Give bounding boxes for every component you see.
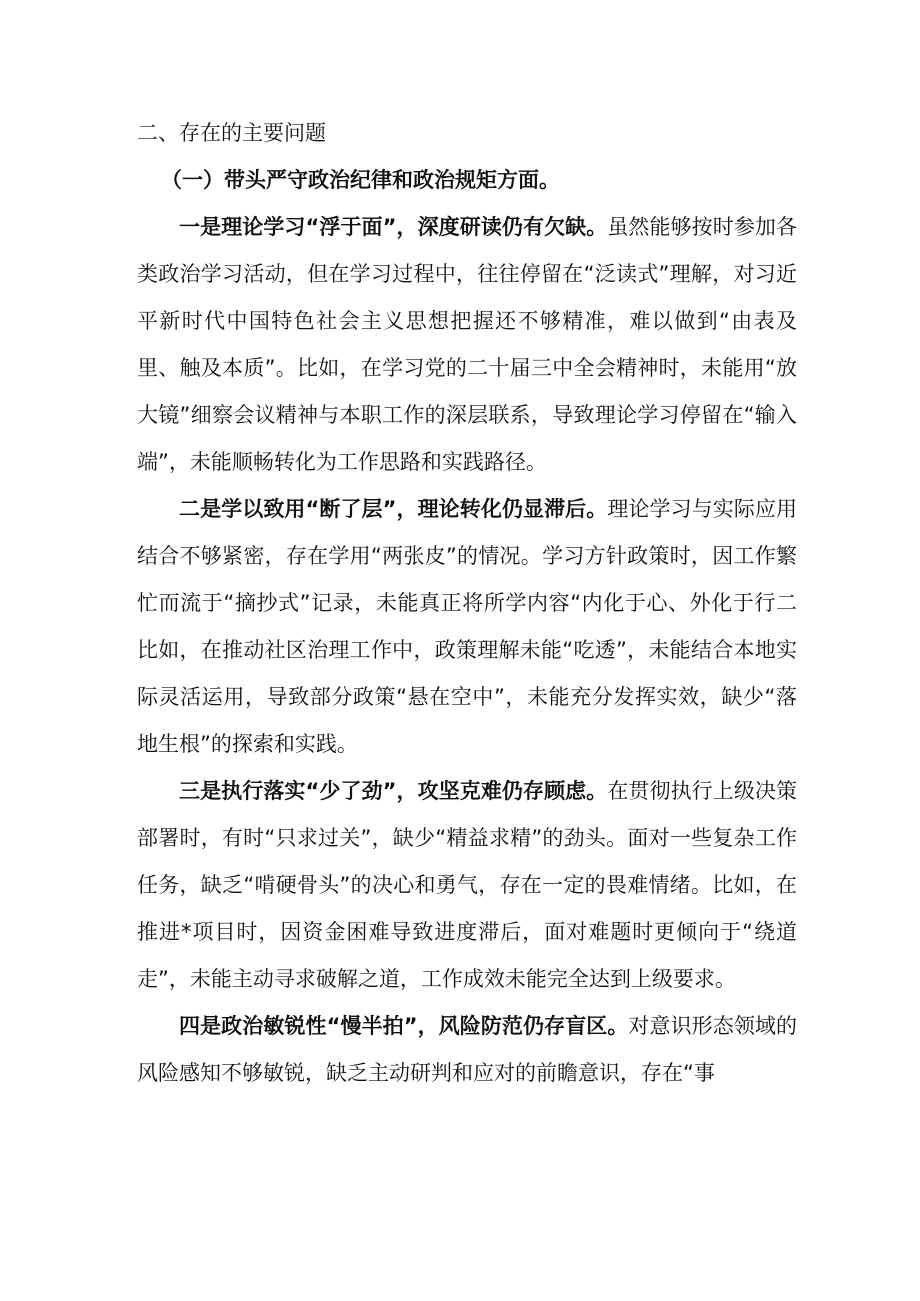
paragraph-3 (137, 768, 797, 1003)
paragraph-4-body: 对意识形态领域的风险感知不够敏锐，缺乏主动研判和应对的前瞻意识，存在“事 (137, 1014, 797, 1085)
paragraph-3-body: 在贯彻执行上级决策部署时，有时“只求过关”，缺少“精益求精”的劲头。面对一些复杂工作任务，缺乏“啃硬骨头”的决心和勇气，存在一定的畏难情绪。比如，在推进*项目时，因资金困难导致进度滞后，面对难题时更倾向于“绕道走”，未能主动寻求破解之道，工作成效未能完全达到上级要求。 (137, 779, 798, 991)
paragraph-4-lead: 四是政治敏锐性“慢半拍”，风险防范仍存盲区。 (179, 1014, 629, 1038)
document-body (137, 110, 797, 1097)
paragraph-1-body: 虽然能够按时参加各类政治学习活动，但在学习过程中，往往停留在“泛读式”理解，对习近平新时代中国特色社会主义思想把握还不够精准，难以做到“由表及里、触及本质”。比如，在学习党的二十届三中全会精神时，未能用“放大镜”细察会议精神与本职工作的深层联系，导致理论学习停留在“输入端”，未能顺畅转化为工作思路和实践路径。 (137, 215, 798, 474)
paragraph-3-lead: 三是执行落实“少了劲”，攻坚克难仍存顾虑。 (179, 779, 608, 803)
paragraph-4 (137, 1003, 797, 1097)
paragraph-2 (137, 486, 797, 768)
sub-heading: （一）带头严守政治纪律和政治规矩方面。 (161, 168, 560, 192)
paragraph-2-lead: 二是学以致用“断了层”，理论转化仍显滞后。 (179, 497, 608, 521)
section-heading: 二、存在的主要问题 (137, 121, 326, 145)
paragraph-2-body: 理论学习与实际应用结合不够紧密，存在学用“两张皮”的情况。学习方针政策时，因工作繁忙而流于“摘抄式”记录，未能真正将所学内容“内化于心、外化于行二比如，在推动社区治理工作中，政策理解未能“吃透”，未能结合本地实际灵活运用，导致部分政策“悬在空中”，未能充分发挥实效，缺少“落地生根”的探索和实践。 (137, 497, 798, 756)
paragraph-1-lead: 一是理论学习“浮于面”，深度研读仍有欠缺。 (179, 215, 608, 239)
paragraph-1 (137, 204, 797, 486)
